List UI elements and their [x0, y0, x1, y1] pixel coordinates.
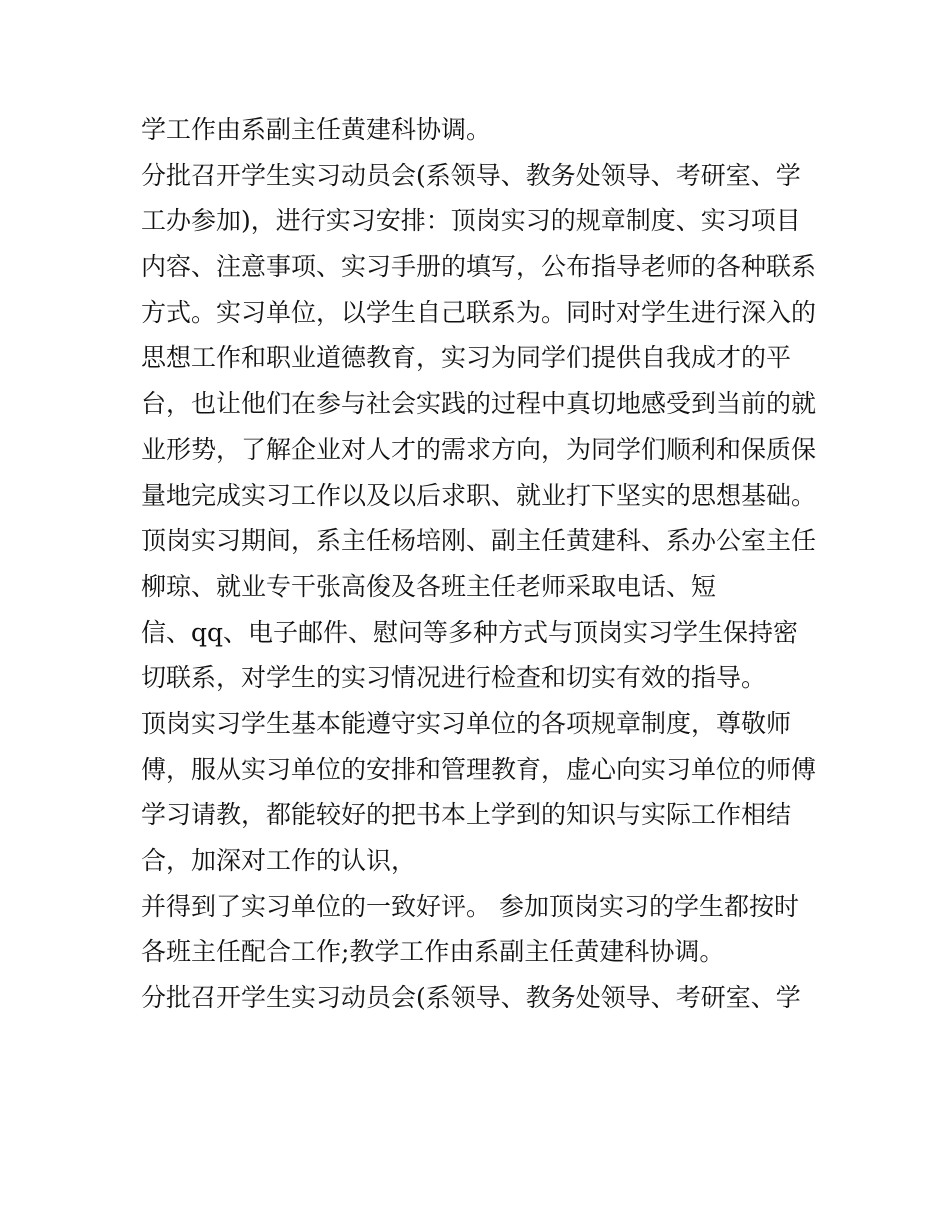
- text-line: 台，也让他们在参与社会实践的过程中真切地感受到当前的就: [141, 389, 817, 419]
- body-text: [141, 107, 821, 1021]
- text-line: 柳琼、就业专干张高俊及各班主任老师采取电话、短: [141, 571, 717, 601]
- text-line: 傅，服从实习单位的安排和管理教育，虚心向实习单位的师傅: [141, 754, 817, 784]
- text-line: 内容、注意事项、实习手册的填写，公布指导老师的各种联系: [141, 252, 817, 282]
- text-line: 业形势，了解企业对人才的需求方向，为同学们顺利和保质保: [141, 434, 817, 464]
- text-line: 方式。实习单位，以学生自己联系为。同时对学生进行深入的: [141, 297, 817, 327]
- text-line: 学习请教，都能较好的把书本上学到的知识与实际工作相结: [141, 800, 792, 830]
- text-line: 量地完成实习工作以及以后求职、就业打下坚实的思想基础。: [141, 480, 817, 510]
- text-line: 信、qq、电子邮件、慰问等多种方式与顶岗实习学生保持密: [141, 617, 799, 647]
- text-line: 顶岗实习期间，系主任杨培刚、副主任黄建科、系办公室主任: [141, 526, 817, 556]
- text-line: 并得到了实习单位的一致好评。 参加顶岗实习的学生都按时: [141, 891, 799, 921]
- text-line: 思想工作和职业道德教育，实习为同学们提供自我成才的平: [141, 343, 792, 373]
- text-line: 分批召开学生实习动员会(系领导、教务处领导、考研室、学: [141, 983, 801, 1013]
- text-line: 合，加深对工作的认识，: [141, 846, 417, 875]
- text-line: 切联系，对学生的实习情况进行检查和切实有效的指导。: [141, 663, 767, 693]
- text-line: 各班主任配合工作;教学工作由系副主任黄建科协调。: [141, 937, 725, 967]
- text-line: 顶岗实习学生基本能遵守实习单位的各项规章制度，尊敬师: [141, 708, 792, 738]
- text-line: 工办参加)，进行实习安排：顶岗实习的规章制度、实习项目: [141, 206, 801, 236]
- text-line: 分批召开学生实习动员会(系领导、教务处领导、考研室、学: [141, 160, 801, 190]
- text-line: 学工作由系副主任黄建科协调。: [141, 115, 492, 144]
